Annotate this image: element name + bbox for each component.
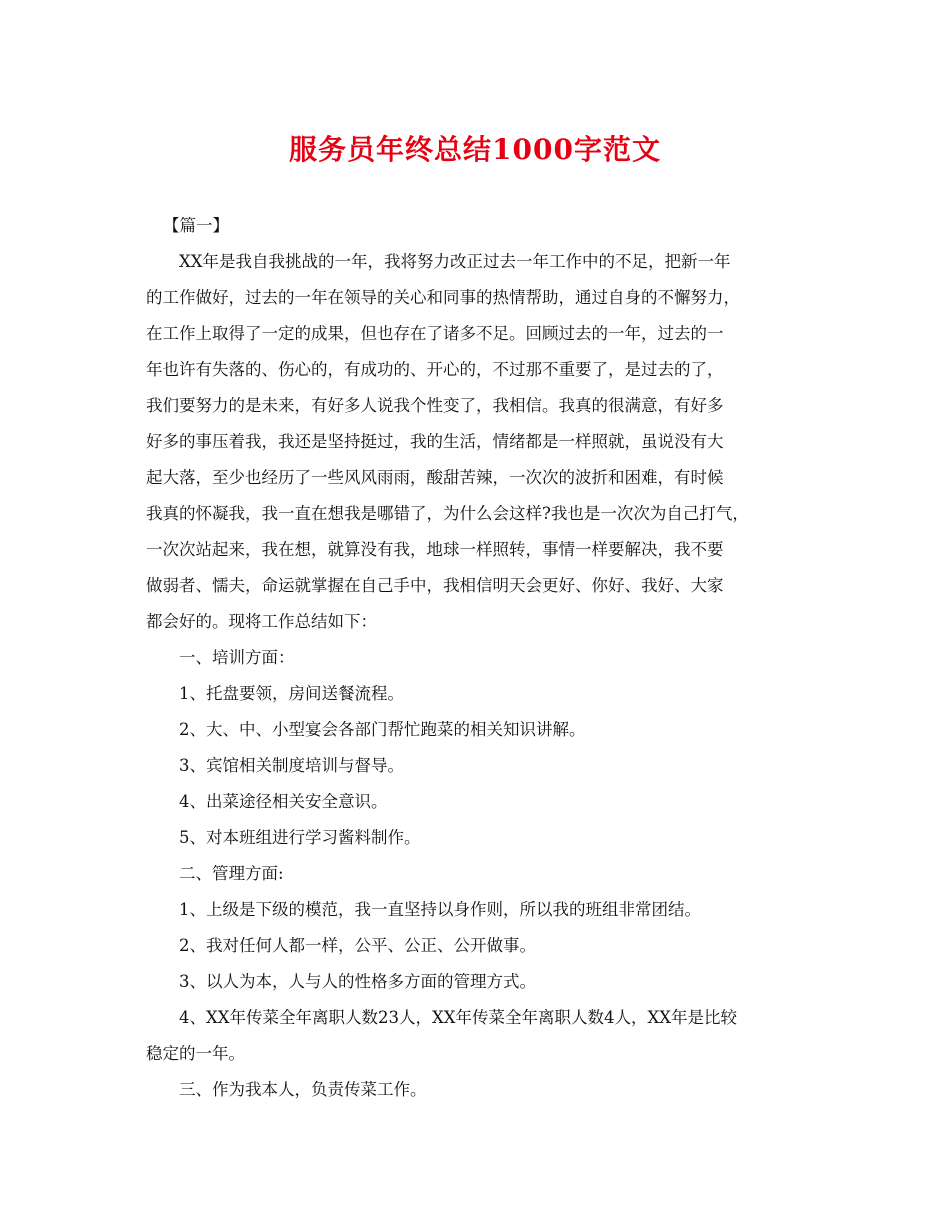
list-item: 2、大、中、小型宴会各部门帮忙跑菜的相关知识讲解。 [179,720,586,739]
paragraph-line: 的工作做好，过去的一年在领导的关心和同事的热情帮助，通过自身的不懈努力， [146,288,740,307]
section-heading: 三、作为我本人，负责传菜工作。 [179,1080,427,1099]
paragraph-line: 我真的怀凝我，我一直在想我是哪错了，为什么会这样?我也是一次次为自己打气， [146,504,749,523]
training-section [146,640,810,856]
list-item: 3、以人为本，人与人的性格多方面的管理方式。 [179,972,536,991]
management-section [146,856,810,1072]
list-item-continuation: 稳定的一年。 [146,1044,245,1063]
list-item: 4、出菜途径相关安全意识。 [179,792,388,811]
section-label: 【篇一】 [163,216,229,235]
paragraph-line: 年也许有失落的、伤心的，有成功的、开心的，不过那不重要了，是过去的了， [146,360,724,379]
document-body [146,208,810,1108]
paragraph-line: 好多的事压着我，我还是坚持挺过，我的生活，情绪都是一样照就，虽说没有大 [146,432,724,451]
list-item: 3、宾馆相关制度培训与督导。 [179,756,404,775]
section-heading: 二、管理方面: [179,864,284,883]
personal-section [146,1072,810,1108]
list-item: 5、对本班组进行学习酱料制作。 [179,828,421,847]
paragraph-line: 我们要努力的是未来，有好多人说我个性变了，我相信。我真的很满意，有好多 [146,396,724,415]
paragraph-line: 做弱者、懦夫，命运就掌握在自己手中，我相信明天会更好、你好、我好、大家 [146,576,724,595]
paragraph-line: 都会好的。现将工作总结如下： [146,612,377,631]
paragraph-line: 起大落，至少也经历了一些风风雨雨，酸甜苦辣，一次次的波折和困难，有时候 [146,468,724,487]
section-heading: 一、培训方面： [179,648,295,667]
paragraph-line: 一次次站起来，我在想，就算没有我，地球一样照转，事情一样要解决，我不要 [146,540,724,559]
paragraph-line: XX年是我自我挑战的一年，我将努力改正过去一年工作中的不足，把新一年 [179,252,731,271]
intro-paragraph [146,244,810,640]
document-title: 服务员年终总结1000字范文 [289,133,661,166]
list-item: 1、上级是下级的模范，我一直坚持以身作则，所以我的班组非常团结。 [179,900,701,919]
list-item: 2、我对任何人都一样，公平、公正、公开做事。 [179,936,536,955]
list-item: 1、托盘要领，房间送餐流程。 [179,684,404,703]
paragraph-line: 在工作上取得了一定的成果，但也存在了诸多不足。回顾过去的一年，过去的一 [146,324,724,343]
list-item: 4、XX年传菜全年离职人数23人，XX年传菜全年离职人数4人，XX年是比较 [179,1008,737,1027]
